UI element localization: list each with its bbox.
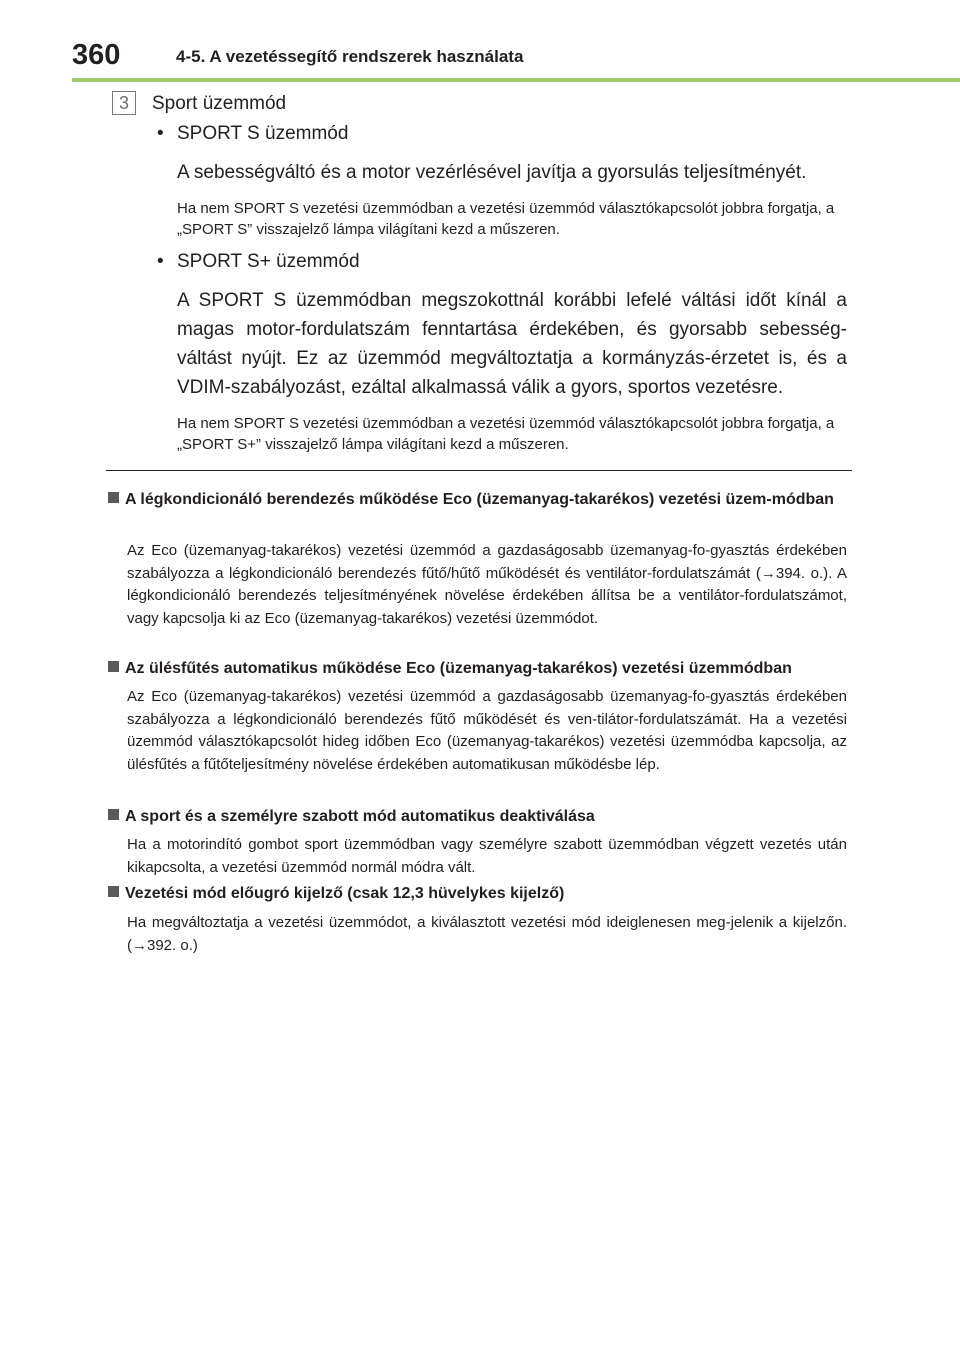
section-body-seat-heater-eco: Az Eco (üzemanyag-takarékos) vezetési üzemmód a gazdaságosabb üzemanyag-fo-gyasztás érdekében szabályozza a légkondicionáló berendezés fűtő működését és ven-tilátor-fordulatszámát. Ha a vezetési üzemmód választókapcsolót hideg időben Eco (üzemanyag-takarékos) vezetési üzemmódba kapcsolja, az ülésfűtés a fűtőteljesítmény növelése érdekében automatikusan működésbe lép. <box>127 688 847 773</box>
item-text-sport-s-plus: A SPORT S üzemmódban megszokottnál korábbi lefelé váltási időt kínál a magas motor-fordulatszám fenntartása érdekében, és gyorsabb sebesség-váltást nyújt. Ez az üzemmód megváltoztatja a kormányzás-érzetet is, és a VDIM-szabályozást, ezáltal alkalmassá válik a gyors, sportos vezetésre. <box>177 290 847 398</box>
section-body-aircon-eco: Az Eco (üzemanyag-takarékos) vezetési üzemmód a gazdaságosabb üzemanyag-fo-gyasztás érdekében szabályozza a légkondicionáló berendezés fűtő/hűtő működését és ventilátor-fordulatszámát (→394. o.). A légkondicionáló berendezés teljesítményének növelése érdekében állítsa be a ventilátor-fordulatszámot, vagy kapcsolja ki az Eco (üzemanyag-takarékos) vezetési üzemmódot. <box>127 542 847 627</box>
item-note-sport-s-plus: Ha nem SPORT S vezetési üzemmódban a vezetési üzemmód választókapcsolót jobbra forgatja, a „SPORT S+” visszajelző lámpa világítani kezd a műszeren. <box>177 415 835 453</box>
section-heading-aircon-eco <box>108 489 850 511</box>
section-heading-text: A sport és a személyre szabott mód automatikus deaktiválása <box>125 808 595 825</box>
page-number: 360 <box>72 39 121 71</box>
item-text-sport-s: A sebességváltó és a motor vezérlésével javítja a gyorsulás teljesítményét. <box>177 162 807 183</box>
square-bullet-icon <box>108 661 119 672</box>
square-bullet-icon <box>108 886 119 897</box>
section-body-auto-deactivation: Ha a motorindító gombot sport üzemmódban vagy személyre szabott üzemmódban végzett vezetés után kikapcsolta, a vezetési üzemmód normál módra vált. <box>127 836 847 876</box>
item-title-sport-s-plus <box>157 249 360 275</box>
item-title-text: SPORT S üzemmód <box>177 123 349 144</box>
section-heading-text: A légkondicionáló berendezés működése Eco (üzemanyag-takarékos) vezetési üzem-módban <box>125 491 834 508</box>
page-header <box>0 0 960 82</box>
section-body-mode-popup: Ha megváltoztatja a vezetési üzemmódot, a kiválasztott vezetési mód ideiglenesen meg-jelenik a kijelzőn. (→392. o.) <box>127 914 847 954</box>
square-bullet-icon <box>108 809 119 820</box>
chapter-title: 4-5. A vezetéssegítő rendszerek használata <box>176 47 524 66</box>
section-divider <box>106 470 852 471</box>
section-heading-mode-popup <box>108 883 850 905</box>
header-rule <box>72 78 960 82</box>
item-title-text: SPORT S+ üzemmód <box>177 251 360 272</box>
section-heading-seat-heater-eco <box>108 658 850 680</box>
bullet: • <box>157 123 164 144</box>
step-title: Sport üzemmód <box>152 93 287 114</box>
section-heading-text: Az ülésfűtés automatikus működése Eco (üzemanyag-takarékos) vezetési üzemmódban <box>125 660 792 677</box>
section-heading-text: Vezetési mód előugró kijelző (csak 12,3 hüvelykes kijelző) <box>125 885 565 902</box>
square-bullet-icon <box>108 492 119 503</box>
item-title-sport-s <box>157 121 348 147</box>
section-heading-auto-deactivation <box>108 806 850 828</box>
item-note-sport-s: Ha nem SPORT S vezetési üzemmódban a vezetési üzemmód választókapcsolót jobbra forgatja, a „SPORT S” visszajelző lámpa világítani kezd a műszeren. <box>177 200 835 238</box>
bullet: • <box>157 251 164 272</box>
step-number-badge: 3 <box>112 91 136 115</box>
